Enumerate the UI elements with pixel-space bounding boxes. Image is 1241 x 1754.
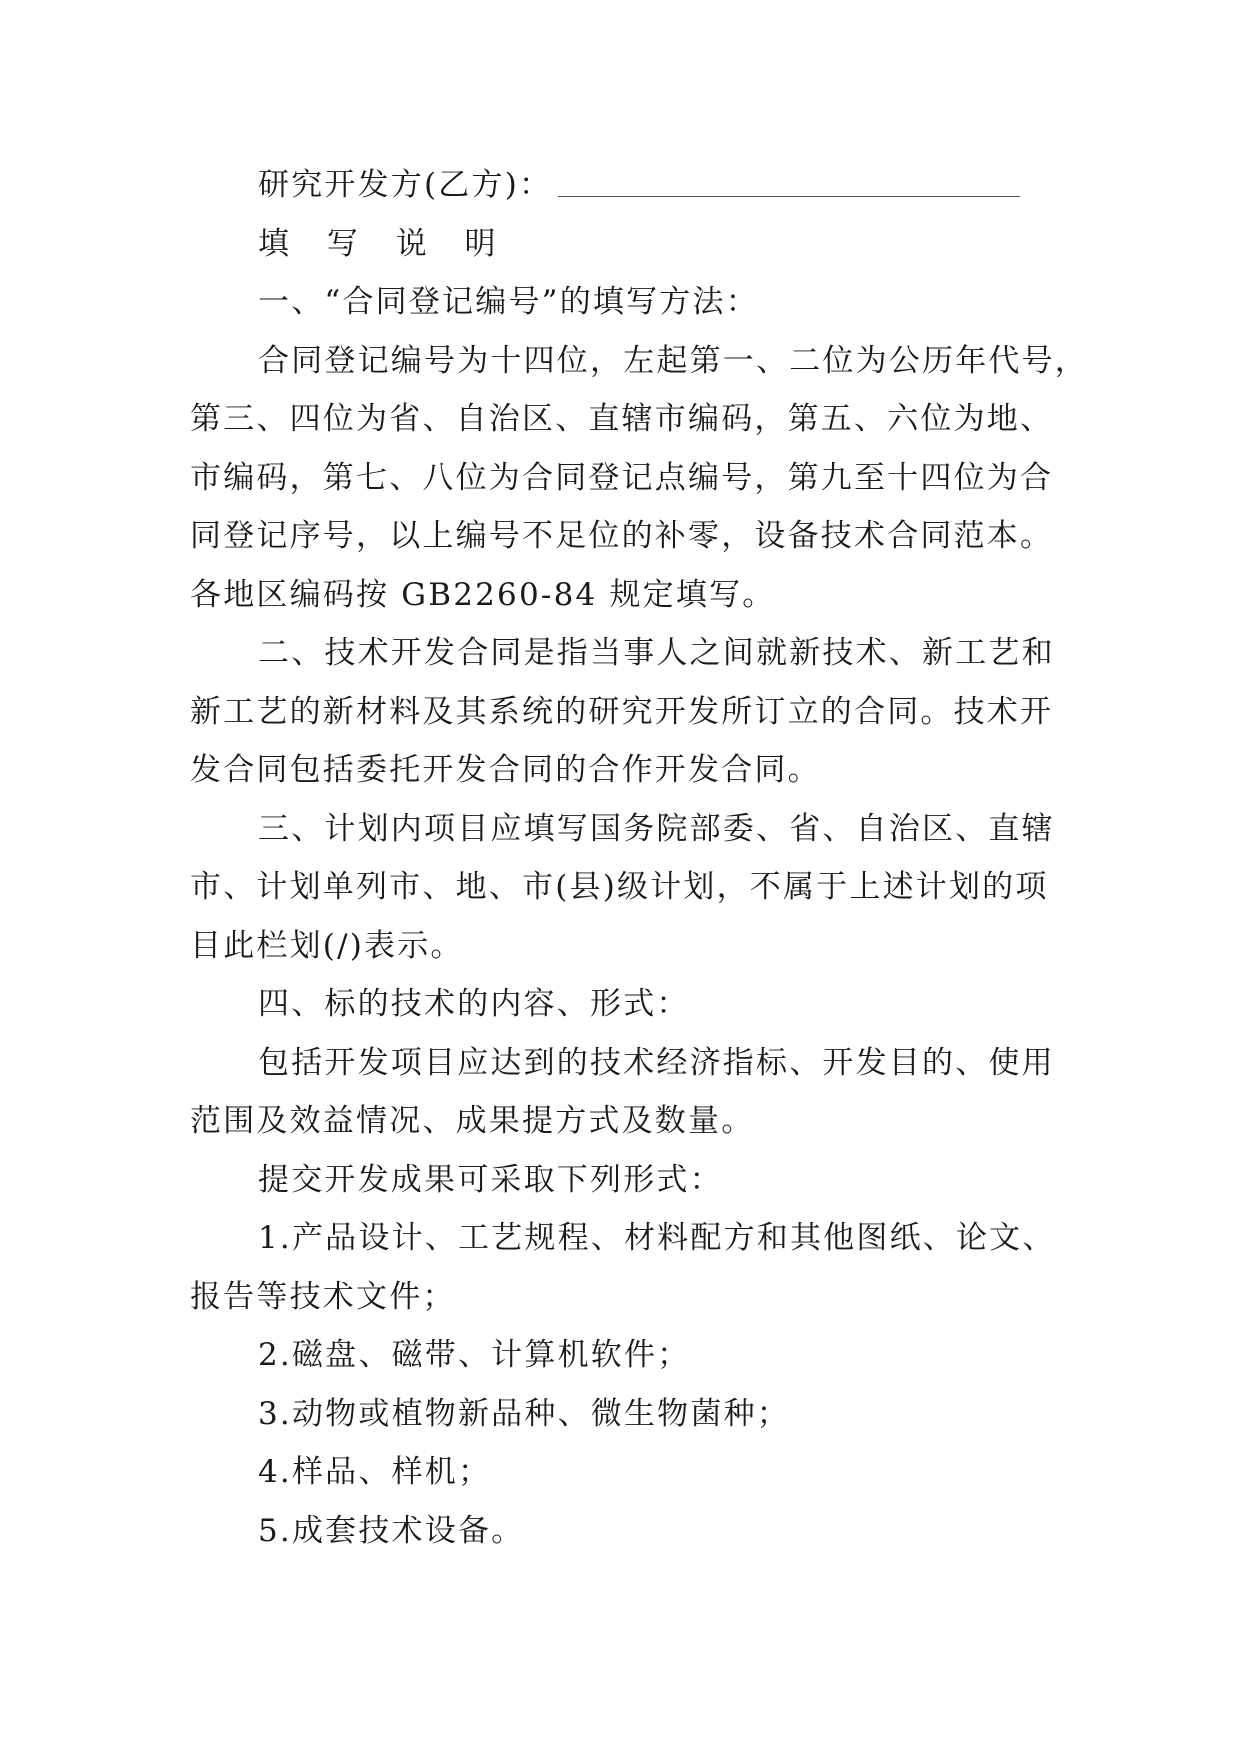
- paragraph-line: 市、计划单列市、地、市(县)级计划，不属于上述计划的项: [190, 869, 1049, 905]
- list-item: 4.样品、样机；: [258, 1454, 492, 1490]
- document-page: [190, 156, 1088, 1560]
- paragraph-line: 三、计划内项目应填写国务院部委、省、自治区、直辖: [258, 810, 1055, 847]
- paragraph-line: 四、标的技术的内容、形式：: [258, 986, 690, 1022]
- list-item: 3.动物或植物新品种、微生物菌种；: [258, 1395, 790, 1432]
- paragraph-line: 第三、四位为省、自治区、直辖市编码，第五、六位为地、: [190, 401, 1054, 437]
- party-b-label: 研究开发方(乙方)：: [258, 167, 553, 203]
- paragraph-line: 发合同包括委托开发合同的合作开发合同。: [190, 752, 821, 788]
- paragraph-line: 新工艺的新材料及其系统的研究开发所订立的合同。技术开: [190, 693, 1054, 730]
- paragraph-line: 提交开发成果可采取下列形式：: [258, 1161, 723, 1198]
- paragraph-line: 市编码，第七、八位为合同登记点编号，第九至十四位为合: [190, 459, 1054, 496]
- section-title: 填 写 说 明: [258, 225, 510, 262]
- paragraph-line: 报告等技术文件；: [190, 1278, 456, 1315]
- paragraph-line: 一、“合同登记编号”的填写方法：: [258, 284, 759, 320]
- party-b-blank[interactable]: [558, 195, 1020, 197]
- paragraph-line: 二、技术开发合同是指当事人之间就新技术、新工艺和: [258, 635, 1055, 671]
- paragraph-line: 同登记序号，以上编号不足位的补零，设备技术合同范本。: [190, 518, 1054, 554]
- paragraph-line: 范围及效益情况、成果提方式及数量。: [190, 1103, 755, 1139]
- list-item: 2.磁盘、磁带、计算机软件；: [258, 1337, 691, 1373]
- paragraph-line: 各地区编码按 GB2260-84 规定填写。: [190, 576, 776, 613]
- list-item: 5.成套技术设备。: [258, 1512, 525, 1549]
- paragraph-line: 目此栏划(/)表示。: [190, 927, 464, 964]
- paragraph-line: 包括开发项目应达到的技术经济指标、开发目的、使用: [258, 1044, 1055, 1081]
- paragraph-line: 合同登记编号为十四位，左起第一、二位为公历年代号，: [258, 342, 1088, 379]
- list-item: 1.产品设计、工艺规程、材料配方和其他图纸、论文、: [258, 1220, 1056, 1256]
- party-b-line: [190, 156, 1070, 215]
